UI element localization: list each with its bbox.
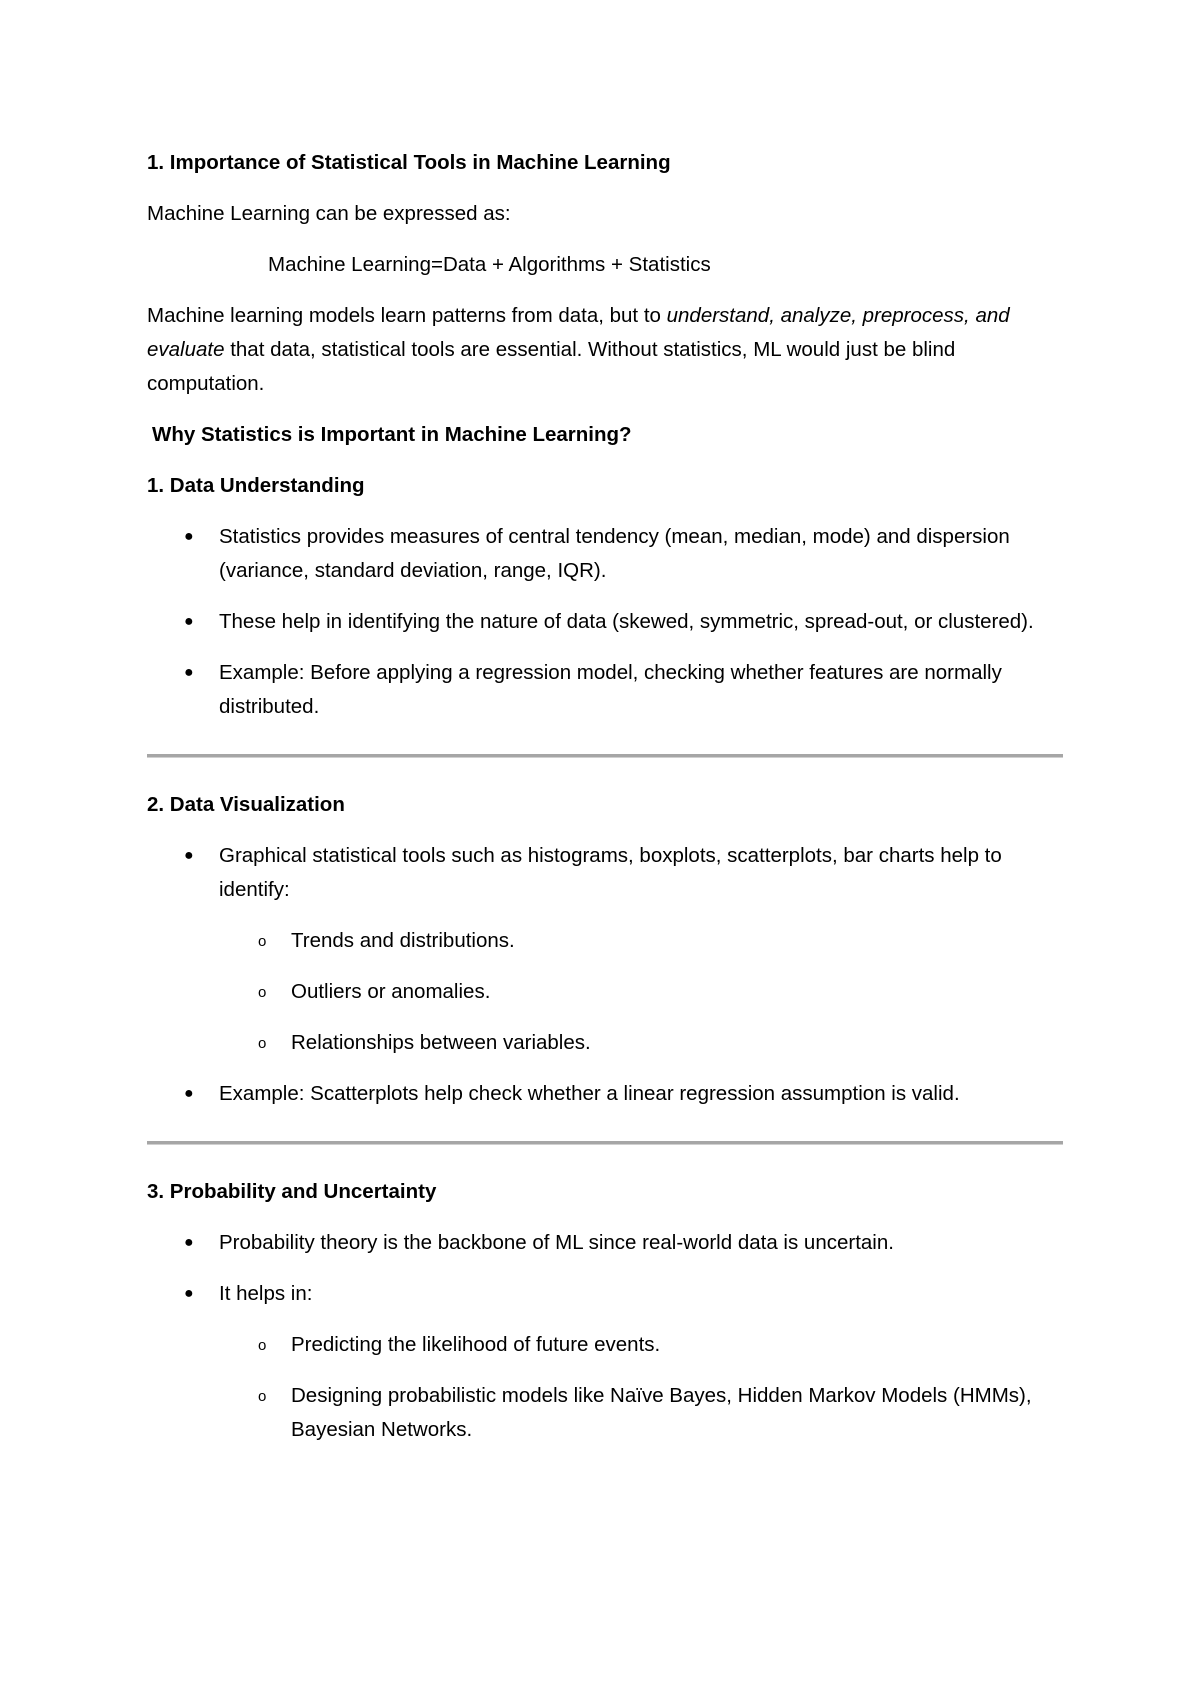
bullet-dot-icon: ● [184,613,194,630]
sub-list-item-text: Relationships between variables. [291,1031,591,1054]
hollow-circle-icon: o [258,1388,267,1405]
document-body [147,146,1063,1464]
list-item [147,1077,1063,1111]
sub-list-item [219,1328,1063,1362]
horizontal-rule [147,1141,1063,1145]
list-item-text: Example: Scatterplots help check whether a linear regression assumption is valid. [219,1082,960,1105]
explanation-paragraph [147,299,1063,401]
section-1-list [147,520,1063,724]
bullet-dot-icon: ● [184,528,194,545]
list-item-text: Graphical statistical tools such as histograms, boxplots, scatterplots, bar charts help to identify: [219,844,1002,901]
list-item [147,656,1063,724]
sub-list-item [219,1026,1063,1060]
list-item-text: Example: Before applying a regression model, checking whether features are normally distributed. [219,661,1002,718]
why-heading: Why Statistics is Important in Machine Learning? [152,423,632,446]
list-item-text: These help in identifying the nature of data (skewed, symmetric, spread-out, or clustered). [219,610,1034,633]
bullet-dot-icon: ● [184,1085,194,1102]
section-3-heading: 3. Probability and Uncertainty [147,1180,437,1203]
section-1-heading: 1. Data Understanding [147,474,365,497]
sub-list-item-text: Designing probabilistic models like Naïve Bayes, Hidden Markov Models (HMMs), Bayesian Networks. [291,1384,1032,1441]
sub-list-item [219,1379,1063,1447]
hollow-circle-icon: o [258,1337,267,1354]
paragraph-text-part2: that data, statistical tools are essential. Without statistics, ML would just be blind computation. [147,338,956,395]
sub-list-item-text: Outliers or anomalies. [291,980,491,1003]
list-item-text: Probability theory is the backbone of ML since real-world data is uncertain. [219,1231,894,1254]
list-item [147,605,1063,639]
hollow-circle-icon: o [258,984,267,1001]
paragraph-text-part1: Machine learning models learn patterns from data, but to [147,304,667,327]
formula-line: Machine Learning=Data + Algorithms + Statistics [268,253,711,276]
bullet-dot-icon: ● [184,1285,194,1302]
sub-list-item-text: Trends and distributions. [291,929,515,952]
bullet-dot-icon: ● [184,1234,194,1251]
sub-list-item [219,975,1063,1009]
document-title: 1. Importance of Statistical Tools in Machine Learning [147,151,671,174]
list-item-text: Statistics provides measures of central tendency (mean, median, mode) and dispersion (variance, standard deviation, range, IQR). [219,525,1010,582]
bullet-dot-icon: ● [184,847,194,864]
sub-list-item-text: Predicting the likelihood of future events. [291,1333,661,1356]
horizontal-rule [147,754,1063,758]
list-item-text: It helps in: [219,1282,313,1305]
section-2-heading: 2. Data Visualization [147,793,345,816]
section-2-list [147,839,1063,1111]
list-item [147,1226,1063,1260]
list-item [147,1277,1063,1447]
intro-text: Machine Learning can be expressed as: [147,202,511,225]
list-item [147,520,1063,588]
sub-list-item [219,924,1063,958]
section-3-sublist [219,1328,1063,1447]
list-item [147,839,1063,1060]
section-3-list [147,1226,1063,1447]
hollow-circle-icon: o [258,933,267,950]
section-2-sublist [219,924,1063,1060]
bullet-dot-icon: ● [184,664,194,681]
paragraph-emphasis: understand, analyze, preprocess, and evaluate [147,304,1010,361]
hollow-circle-icon: o [258,1035,267,1052]
